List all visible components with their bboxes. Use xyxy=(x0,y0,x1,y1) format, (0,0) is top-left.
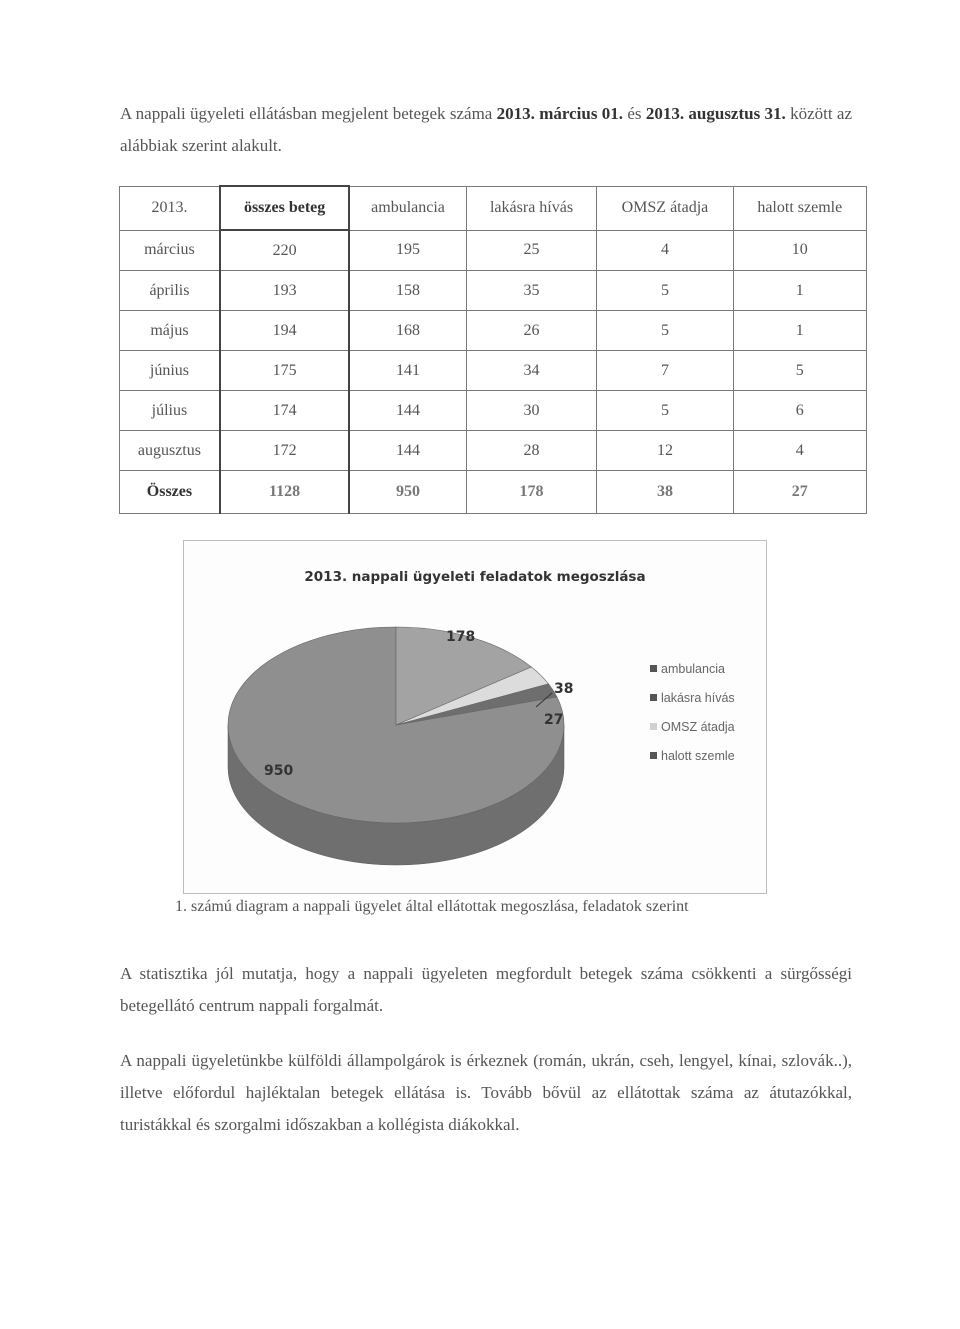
table-cell: 5 xyxy=(597,391,733,431)
table-cell: 5 xyxy=(733,351,866,391)
chart-legend xyxy=(650,662,735,763)
legend-label-3: halott szemle xyxy=(661,749,735,763)
legend-swatch-1 xyxy=(650,694,657,701)
table-row xyxy=(120,230,867,271)
table-header-year: 2013. xyxy=(120,186,220,230)
table-cell: 172 xyxy=(220,431,349,471)
table-row-label: július xyxy=(120,391,220,431)
table-cell: 1128 xyxy=(220,471,349,514)
table-cell: 30 xyxy=(466,391,597,431)
table-cell: 7 xyxy=(597,351,733,391)
pie-chart-canvas xyxy=(184,541,766,893)
table-cell: 1 xyxy=(733,311,866,351)
legend-label-1: lakásra hívás xyxy=(661,691,735,705)
legend-swatch-2 xyxy=(650,723,657,730)
table-row xyxy=(120,431,867,471)
statistics-paragraph: A statisztika jól mutatja, hogy a nappali ügyeleten megfordult betegek száma csökkenti a sürgősségi betegellátó centrum nappali forgalmát. xyxy=(120,964,852,1015)
patient-stats-table xyxy=(119,185,867,514)
table-row xyxy=(120,351,867,391)
table-cell: 5 xyxy=(597,311,733,351)
intro-date-end: 2013. augusztus 31. xyxy=(645,104,786,123)
pie-value-label-2: 38 xyxy=(554,681,574,697)
intro-text-end: között az alábbiak szerint alakult. xyxy=(120,104,852,155)
table-cell: 193 xyxy=(220,271,349,311)
table-cell: 158 xyxy=(349,271,466,311)
table-row-label: március xyxy=(120,230,220,271)
table-cell: 35 xyxy=(466,271,597,311)
table-cell: 220 xyxy=(220,230,349,271)
table-cell: 168 xyxy=(349,311,466,351)
table-cell: 34 xyxy=(466,351,597,391)
table-body xyxy=(120,230,867,514)
table-row-label: május xyxy=(120,311,220,351)
legend-label-0: ambulancia xyxy=(661,662,725,676)
legend-label-2: OMSZ átadja xyxy=(661,720,735,734)
table-header-ambulance: ambulancia xyxy=(349,186,466,230)
table-header-row xyxy=(120,186,867,230)
table-cell: 4 xyxy=(733,431,866,471)
table-cell: 194 xyxy=(220,311,349,351)
table-row xyxy=(120,391,867,431)
table-row-label: Összes xyxy=(120,471,220,514)
chart-caption: 1. számú diagram a nappali ügyelet által ellátottak megoszlása, feladatok szerint xyxy=(175,898,689,915)
table-cell: 144 xyxy=(349,391,466,431)
intro-conjunction: és xyxy=(623,104,646,123)
table-cell: 38 xyxy=(597,471,733,514)
intro-date-start: 2013. március 01. xyxy=(496,104,624,123)
table-cell: 195 xyxy=(349,230,466,271)
pie-value-label-1: 178 xyxy=(446,629,476,645)
pie-value-label-0: 950 xyxy=(264,763,294,779)
table-cell: 4 xyxy=(597,230,733,271)
table-cell: 26 xyxy=(466,311,597,351)
table-header-death-exam: halott szemle xyxy=(733,186,866,230)
table-cell: 12 xyxy=(597,431,733,471)
table-cell: 950 xyxy=(349,471,466,514)
legend-swatch-0 xyxy=(650,665,657,672)
table-total-row xyxy=(120,471,867,514)
table-cell: 27 xyxy=(733,471,866,514)
table-cell: 141 xyxy=(349,351,466,391)
chart-title: 2013. nappali ügyeleti feladatok megoszlása xyxy=(304,569,646,585)
table-row-label: augusztus xyxy=(120,431,220,471)
table-row xyxy=(120,311,867,351)
table-cell: 25 xyxy=(466,230,597,271)
table-header-omsz: OMSZ átadja xyxy=(597,186,733,230)
intro-paragraph xyxy=(120,98,852,162)
pie-value-label-3: 27 xyxy=(544,712,564,728)
table-cell: 5 xyxy=(597,271,733,311)
table-header-house-call: lakásra hívás xyxy=(466,186,597,230)
table-header-total: összes beteg xyxy=(220,186,349,230)
table-row xyxy=(120,271,867,311)
pie-chart xyxy=(183,540,767,894)
table-cell: 10 xyxy=(733,230,866,271)
legend-swatch-3 xyxy=(650,752,657,759)
table-row-label: április xyxy=(120,271,220,311)
table-row-label: június xyxy=(120,351,220,391)
table-cell: 174 xyxy=(220,391,349,431)
table-cell: 28 xyxy=(466,431,597,471)
foreigners-paragraph: A nappali ügyeletünkbe külföldi állampolgárok is érkeznek (román, ukrán, cseh, lengyel, kínai, szlovák..), illetve előfordul hajléktalan betegek ellátása is. Tovább bővül az ellátottak száma az átutazókkal, turistákkal és szorgalmi időszakban a kollégista diákokkal. xyxy=(120,1051,852,1134)
table-cell: 6 xyxy=(733,391,866,431)
table-cell: 175 xyxy=(220,351,349,391)
intro-text: A nappali ügyeleti ellátásban megjelent betegek száma xyxy=(120,104,497,123)
pie-group xyxy=(228,627,573,865)
table-cell: 144 xyxy=(349,431,466,471)
table-cell: 178 xyxy=(466,471,597,514)
table-cell: 1 xyxy=(733,271,866,311)
